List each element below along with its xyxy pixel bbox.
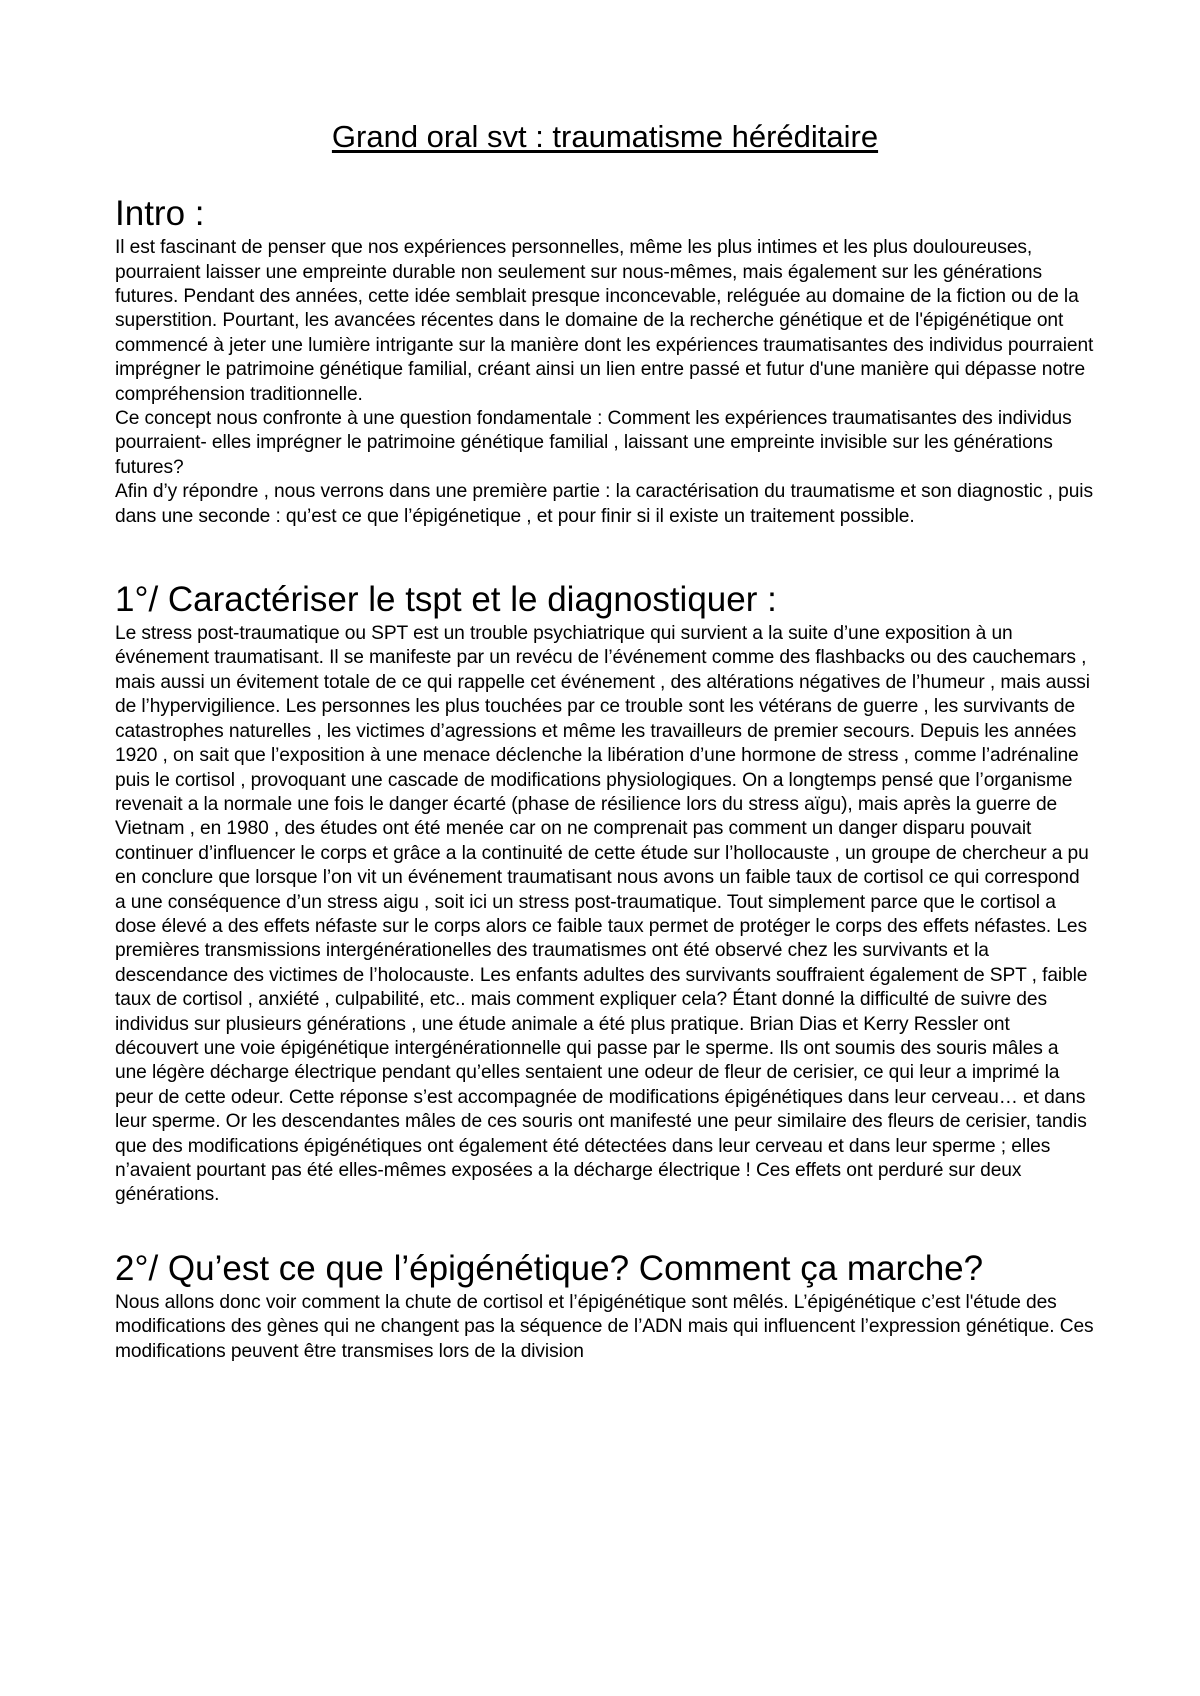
document-title: Grand oral svt : traumatisme héréditaire (331, 119, 879, 154)
part-1-paragraph-1: Le stress post-traumatique ou SPT est un trouble psychiatrique qui survient a la suite d’une exposition à un événement traumatisant. Il se manifeste par un revécu de l’événement comme des flashbacks ou des cauchemars , mais aussi un évitement totale de ce qui rappelle cet événement , des altérations négatives de l’humeur , mais aussi de l’hypervigilience. Les personnes les plus touchées par ce trouble sont les vétérans de guerre , les survivants de catastrophes naturelles , les victimes d’agressions et même les travailleurs de premier secours. Depuis les années 1920 , on sait que l’exposition à une menace déclenche la libération d’une hormone de stress , comme l’adrénaline puis le cortisol , provoquant une cascade de modifications physiologiques. On a longtemps pensé que l’organisme revenait a la normale une fois le danger écarté (phase de résilience lors du stress aïgu), mais après la guerre de Vietnam , en 1980 , des études ont été menée car on ne comprenait pas comment un danger disparu pouvait continuer d’influencer le corps et grâce a la continuité de cette étude sur l’hollocauste , un groupe de chercheur a pu en conclure que lorsque l’on vit un événement traumatisant nous avons un faible taux de cortisol ce qui correspond a une conséquence d’un stress aigu , soit ici un stress post-traumatique. Tout simplement parce que le cortisol a dose élevé a des effets néfaste sur le corps alors ce faible taux permet de protéger le corps des effets néfastes. Les premières transmissions intergénérationelles des traumatismes ont été observé chez les survivants et la descendance des victimes de l’holocauste. Les enfants adultes des survivants souffraient également de SPT , faible taux de cortisol , anxiété , culpabilité, etc.. mais comment expliquer cela? Étant donné la difficulté de suivre des individus sur plusieurs générations , une étude animale a été plus pratique. Brian Dias et Kerry Ressler ont découvert une voie épigénétique intergénérationnelle qui passe par le sperme. Ils ont soumis des souris mâles a une légère décharge électrique pendant qu’elles sentaient une odeur de fleur de cerisier, ce qui leur a imprimé la peur de cette odeur. Cette réponse s’est accompagnée de modifications épigénétiques dans leur cerveau… et dans leur sperme. Or les descendantes mâles de ces souris ont manifesté une peur similaire des fleurs de cerisier, tandis que des modifications épigénétiques ont également été détectées dans leur cerveau et dans leur sperme ; elles n’avaient pourtant pas été elles-mêmes exposées a la décharge électrique ! Ces effets ont perduré sur deux générations. (115, 623, 1090, 1206)
document-page (115, 118, 1095, 1364)
intro-paragraph-2: Ce concept nous confronte à une question fondamentale : Comment les expériences traumatisantes des individus pourraient- elles imprégner le patrimoine génétique familial , laissant une empreinte invisible sur les générations futures? (115, 408, 1072, 478)
section-intro (115, 191, 1095, 529)
section-part-1 (115, 577, 1095, 1208)
intro-paragraph-1: Il est fascinant de penser que nos expériences personnelles, même les plus intimes et les plus douloureuses, pourraient laisser une empreinte durable non seulement sur nous-mêmes, mais également sur les générations futures. Pendant des années, cette idée semblait presque inconcevable, reléguée au domaine de la fiction ou de la superstition. Pourtant, les avancées récentes dans le domaine de la recherche génétique et de l'épigénétique ont commencé à jeter une lumière intrigante sur la manière dont les expériences traumatisantes des individus pourraient imprégner le patrimoine génétique familial, créant ainsi un lien entre passé et futur d'une manière qui dépasse notre compréhension traditionnelle. (115, 237, 1094, 405)
intro-paragraph-3: Afin d’y répondre , nous verrons dans une première partie : la caractérisation du traumatisme et son diagnostic , puis dans une seconde : qu’est ce que l’épigénetique , et pour finir si il existe un traitement possible. (115, 481, 1093, 527)
section-heading-part-1: 1°/ Caractériser le tspt et le diagnostiquer : (115, 580, 777, 620)
part-2-paragraph-1: Nous allons donc voir comment la chute de cortisol et l’épigénétique sont mêlés. L’épigénétique c’est l'étude des modifications des gènes qui ne changent pas la séquence de l’ADN mais qui influencent l’expression génétique. Ces modifications peuvent être transmises lors de la division (115, 1291, 1094, 1362)
section-heading-part-2: 2°/ Qu’est ce que l’épigénétique? Comment ça marche? (115, 1248, 984, 1288)
section-heading-intro: Intro : (115, 194, 205, 234)
section-part-2 (115, 1246, 1095, 1364)
